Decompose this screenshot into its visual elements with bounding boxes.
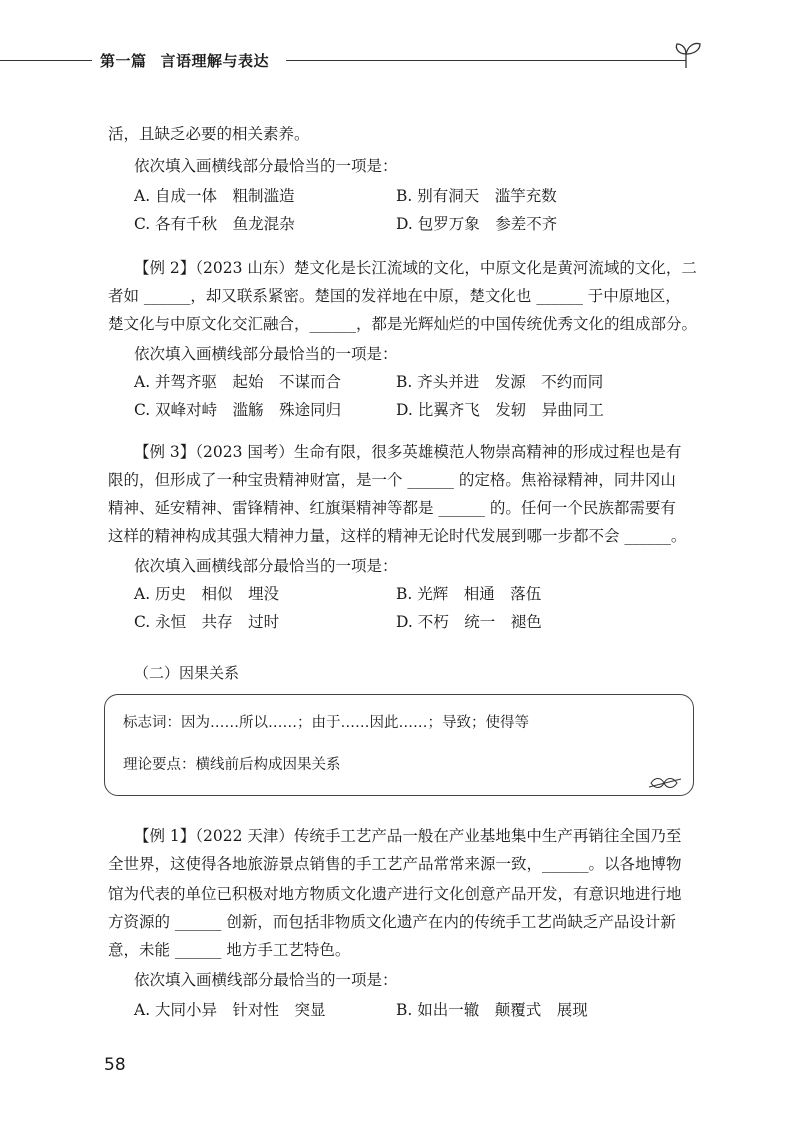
- option-a: A. 大同小异 针对性 突显: [134, 1001, 326, 1019]
- example-1-line-2: 全世界，这使得各地旅游景点销售的手工艺产品常常来源一致，______。以各地博物: [108, 855, 682, 873]
- paragraph-line: 活，且缺乏必要的相关素养。: [108, 125, 310, 143]
- example-1-line-1: 【例 1】（2022 天津）传统手工艺产品一般在产业基地集中生产再销往全国乃至: [134, 827, 682, 845]
- option-b: B. 光辉 相通 落伍: [396, 585, 542, 603]
- option-a: A. 历史 相似 埋没: [134, 585, 280, 603]
- option-b: B. 如出一辙 颠覆式 展现: [396, 1001, 588, 1019]
- option-b: B. 别有洞天 滥竽充数: [396, 187, 557, 205]
- signal-words: 标志词：因为……所以……；由于……因此……；导致；使得等: [123, 715, 529, 731]
- option-d: D. 不朽 统一 褪色: [396, 613, 542, 631]
- question-prompt: 依次填入画横线部分最恰当的一项是：: [134, 157, 398, 175]
- example-3-line-1: 【例 3】（2023 国考）生命有限，很多英雄模范人物崇高精神的形成过程也是有: [134, 443, 682, 461]
- question-prompt: 依次填入画横线部分最恰当的一项是：: [134, 557, 398, 575]
- leaf-ornament-icon: [647, 775, 683, 791]
- key-points-box: [104, 694, 694, 796]
- option-d: D. 比翼齐飞 发轫 异曲同工: [396, 401, 604, 419]
- example-2-line-3: 楚文化与中原文化交汇融合，______，都是光辉灿烂的中国传统优秀文化的组成部分。: [108, 315, 698, 333]
- option-a: A. 并驾齐驱 起始 不谋而合: [134, 373, 342, 391]
- section-heading: （二）因果关系: [134, 664, 240, 682]
- example-2-line-1: 【例 2】（2023 山东）楚文化是长江流域的文化，中原文化是黄河流域的文化，二: [134, 259, 697, 277]
- example-1-line-3: 馆为代表的单位已积极对地方物质文化遗产进行文化创意产品开发，有意识地进行地: [108, 885, 682, 903]
- option-c: C. 永恒 共存 过时: [134, 613, 280, 631]
- option-b: B. 齐头并进 发源 不约而同: [396, 373, 604, 391]
- header-rule-right: [286, 60, 686, 61]
- example-1-line-4: 方资源的 ______ 创新，而包括非物质文化遗产在内的传统手工艺尚缺乏产品设计新: [108, 913, 676, 931]
- header-rule-left: [0, 60, 92, 61]
- example-3-line-3: 精神、延安精神、雷锋精神、红旗渠精神等都是 ______ 的。任何一个民族都需要有: [108, 499, 676, 517]
- sprout-icon: [672, 38, 704, 70]
- header-part: 第一篇: [100, 52, 147, 70]
- example-3-line-4: 这样的精神构成其强大精神力量，这样的精神无论时代发展到哪一步都不会 ______。: [108, 527, 687, 545]
- option-c: C. 双峰对峙 滥觞 殊途同归: [134, 401, 342, 419]
- example-3-line-2: 限的，但形成了一种宝贵精神财富，是一个 ______ 的定格。焦裕禄精神，同井冈山: [108, 471, 676, 489]
- header-title: [100, 50, 269, 71]
- question-prompt: 依次填入画横线部分最恰当的一项是：: [134, 971, 398, 989]
- theory-point: 理论要点：横线前后构成因果关系: [123, 757, 341, 773]
- header-chapter: 言语理解与表达: [160, 52, 270, 70]
- question-prompt: 依次填入画横线部分最恰当的一项是：: [134, 345, 398, 363]
- example-1-line-5: 意，未能 ______ 地方手工艺特色。: [108, 941, 351, 959]
- example-2-line-2: 者如 ______，却又联系紧密。楚国的发祥地在中原，楚文化也 ______ 于中原地区，: [108, 287, 681, 305]
- option-d: D. 包罗万象 参差不齐: [396, 215, 558, 233]
- page-header: [0, 44, 800, 74]
- option-c: C. 各有千秋 鱼龙混杂: [134, 215, 295, 233]
- page-number: 58: [104, 1055, 126, 1075]
- option-a: A. 自成一体 粗制滥造: [134, 187, 295, 205]
